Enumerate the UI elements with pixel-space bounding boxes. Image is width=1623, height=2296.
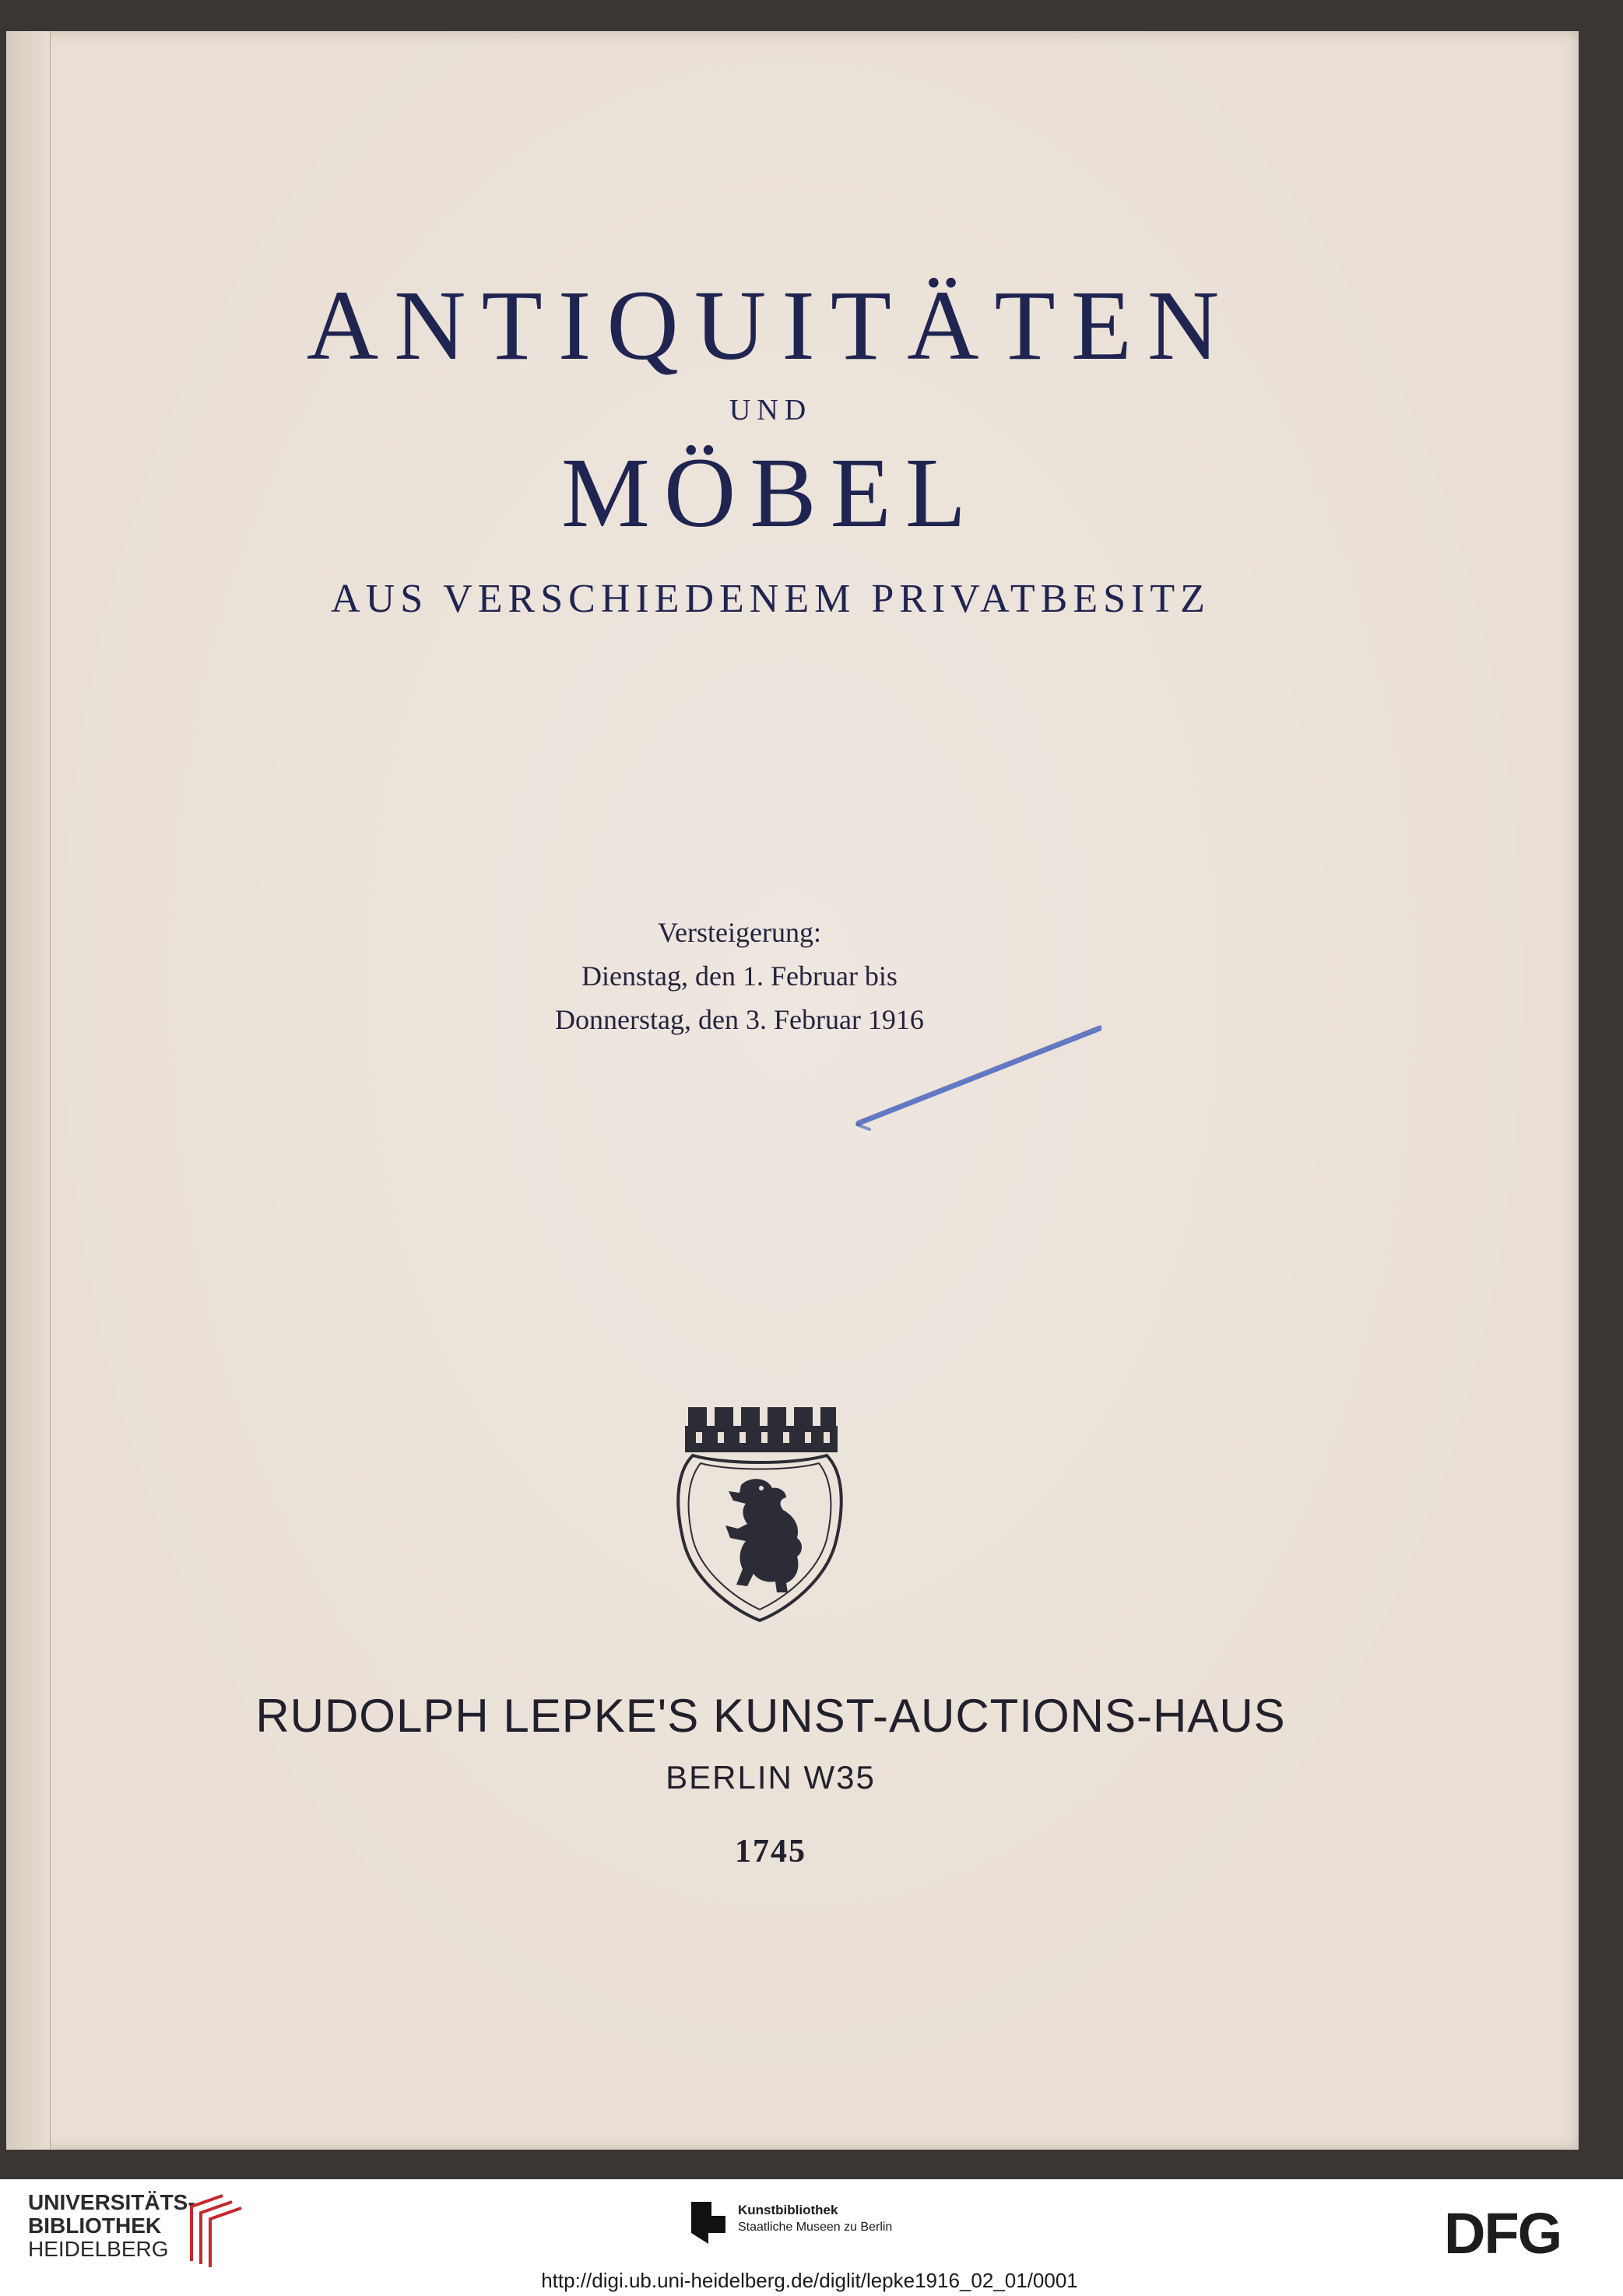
publisher-name: RUDOLPH LEPKE'S KUNST-AUCTIONS-HAUS bbox=[255, 1690, 1286, 1742]
page-binding-edge bbox=[6, 31, 51, 2150]
auction-date-start: Dienstag, den 1. Februar bis bbox=[581, 960, 898, 992]
title-und: UND bbox=[729, 394, 813, 427]
kunstbibliothek-text bbox=[738, 2202, 892, 2236]
title-antiquitaeten: ANTIQUITÄTEN bbox=[306, 270, 1235, 381]
auction-dates bbox=[498, 911, 981, 1041]
title-moebel: MÖBEL bbox=[561, 437, 980, 548]
auction-label: Versteigerung: bbox=[658, 917, 821, 948]
ub-line1: UNIVERSITÄTS- bbox=[28, 2190, 195, 2214]
ub-line3: HEIDELBERG bbox=[28, 2237, 169, 2261]
catalogue-number: 1745 bbox=[735, 1834, 806, 1869]
auction-date-end: Donnerstag, den 3. Februar 1916 bbox=[555, 1004, 924, 1035]
ub-line2: BIBLIOTHEK bbox=[28, 2213, 162, 2238]
pencil-stroke bbox=[852, 1023, 1101, 1132]
ub-heidelberg-logo[interactable] bbox=[28, 2191, 262, 2277]
publisher-city: BERLIN W35 bbox=[666, 1759, 876, 1796]
kb-line2: Staatliche Museen zu Berlin bbox=[738, 2221, 893, 2234]
subtitle: AUS VERSCHIEDENEM PRIVATBESITZ bbox=[331, 577, 1210, 621]
dfg-logo[interactable]: DFG bbox=[1444, 2201, 1562, 2266]
ub-heidelberg-logo-icon bbox=[176, 2191, 246, 2269]
kb-line1: Kunstbibliothek bbox=[738, 2203, 838, 2217]
kunstbibliothek-logo-icon bbox=[691, 2202, 725, 2244]
kunstbibliothek-logo[interactable] bbox=[691, 2199, 956, 2253]
ub-heidelberg-text bbox=[28, 2191, 195, 2261]
permalink-url[interactable]: http://digi.ub.uni-heidelberg.de/diglit/lepke1916_02_01/0001 bbox=[541, 2269, 1078, 2292]
berlin-coat-of-arms-icon bbox=[669, 1401, 848, 1627]
